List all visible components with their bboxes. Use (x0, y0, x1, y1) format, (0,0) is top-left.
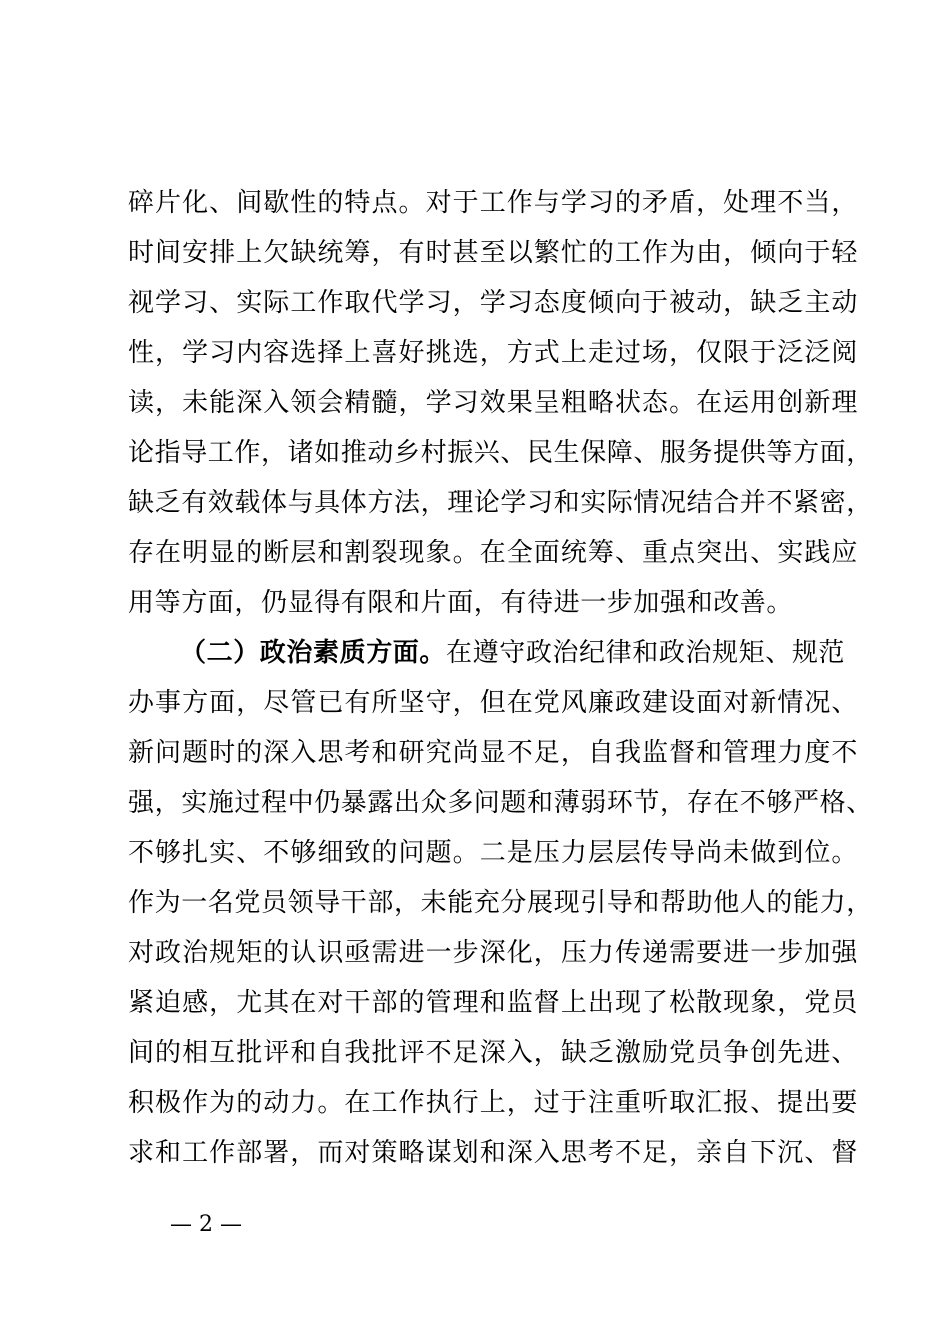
paragraph-line: 新问题时的深入思考和研究尚显不足，自我监督和管理力度不 (128, 738, 858, 768)
paragraph-line: 性，学习内容选择上喜好挑选，方式上走过场，仅限于泛泛阅 (128, 338, 858, 368)
section-first-line (128, 628, 858, 678)
page-number: — 2 — (170, 1212, 242, 1237)
section-first-line-text: 在遵守政治纪律和政治规矩、规范 (446, 638, 846, 668)
paragraph-line: 对政治规矩的认识亟需进一步深化，压力传递需要进一步加强 (128, 938, 858, 968)
paragraph-line: 读，未能深入领会精髓，学习效果呈粗略状态。在运用创新理 (128, 388, 858, 418)
body-text (128, 178, 873, 1178)
section-heading: （二）政治素质方面。 (180, 638, 447, 668)
paragraph-line: 求和工作部署，而对策略谋划和深入思考不足，亲自下沉、督 (128, 1138, 858, 1168)
paragraph-line: 用等方面，仍显得有限和片面，有待进一步加强和改善。 (128, 588, 794, 618)
paragraph-line: 不够扎实、不够细致的问题。二是压力层层传导尚未做到位。 (128, 838, 858, 868)
paragraph-line: 视学习、实际工作取代学习，学习态度倾向于被动，缺乏主动 (128, 288, 858, 318)
paragraph-line: 间的相互批评和自我批评不足深入，缺乏激励党员争创先进、 (128, 1038, 858, 1068)
paragraph-line: 紧迫感，尤其在对干部的管理和监督上出现了松散现象，党员 (128, 988, 858, 1018)
paragraph-line: 论指导工作，诸如推动乡村振兴、民生保障、服务提供等方面， (128, 438, 873, 468)
paragraph-line: 时间安排上欠缺统筹，有时甚至以繁忙的工作为由，倾向于轻 (128, 238, 858, 268)
paragraph-line: 存在明显的断层和割裂现象。在全面统筹、重点突出、实践应 (128, 538, 858, 568)
paragraph-line: 办事方面，尽管已有所坚守，但在党风廉政建设面对新情况、 (128, 688, 858, 718)
paragraph-line: 强，实施过程中仍暴露出众多问题和薄弱环节，存在不够严格、 (128, 788, 873, 818)
paragraph-line: 作为一名党员领导干部，未能充分展现引导和帮助他人的能力， (128, 888, 873, 918)
paragraph-line: 碎片化、间歇性的特点。对于工作与学习的矛盾，处理不当， (128, 188, 858, 218)
paragraph-line: 积极作为的动力。在工作执行上，过于注重听取汇报、提出要 (128, 1088, 858, 1118)
paragraph-line: 缺乏有效载体与具体方法，理论学习和实际情况结合并不紧密， (128, 488, 873, 518)
